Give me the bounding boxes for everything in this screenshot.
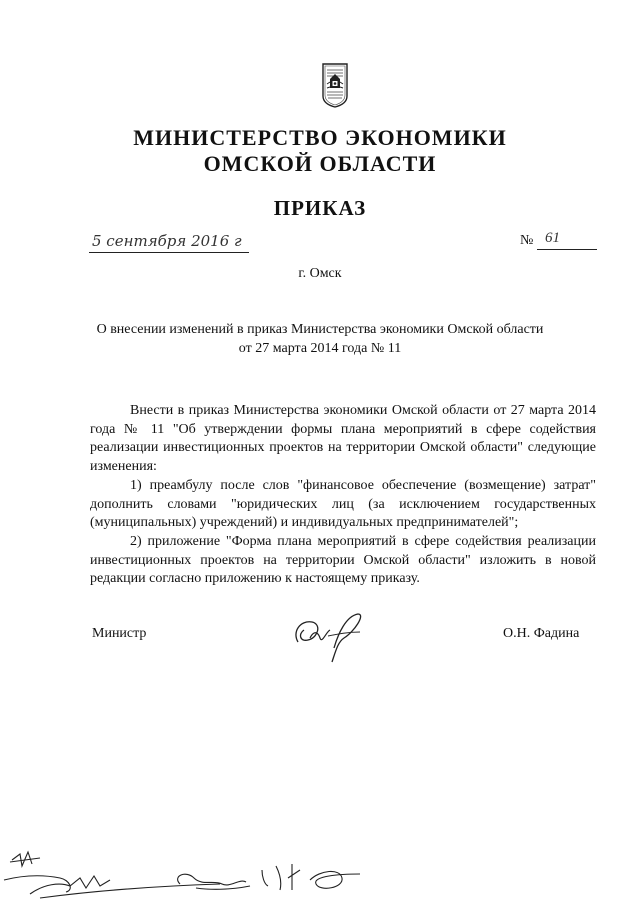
coat-of-arms-icon [321,62,349,108]
signatory-name: О.Н. Фадина [503,626,580,641]
approval-visas-icon [0,840,420,900]
body-paragraph: 1) преамбулу после слов "финансовое обеспечение (возмещение) затрат" дополнить словами "юридических лиц (за исключением государственных (муниципальных) учреждений) и индивидуальных предпринимателей"; [90,477,596,531]
handwritten-date: 5 сентября 2016 г [92,232,242,250]
signatory-position: Министр [92,626,147,641]
order-subject [60,320,580,358]
ministry-title-line2: ОМСКОЙ ОБЛАСТИ [203,151,437,176]
ministry-title-line1: МИНИСТЕРСТВО ЭКОНОМИКИ [133,125,507,150]
document-type: ПРИКАЗ [273,196,367,220]
body-paragraph: 2) приложение "Форма плана мероприятий в сфере содействия реализации инвестиционных проектов на территории Омской области" изложить в новой редакции согласно приложению к настоящему приказу. [90,533,596,587]
number-underline [537,249,597,250]
order-body [90,402,596,589]
subject-line: от 27 марта 2014 года № 11 [238,341,402,356]
minister-signature-icon [288,608,368,666]
city: г. Омск [298,266,342,281]
subject-line: О внесении изменений в приказ Министерства экономики Омской области [96,322,544,337]
date-underline [89,252,249,253]
handwritten-number: 61 [545,230,560,246]
body-paragraph: Внести в приказ Министерства экономики Омской области от 27 марта 2014 года № 11 "Об утверждении формы плана мероприятий в сфере содействия реализации инвестиционных проектов на территории Омской области" следующие изменения: [90,403,596,475]
number-label: № [520,233,534,248]
